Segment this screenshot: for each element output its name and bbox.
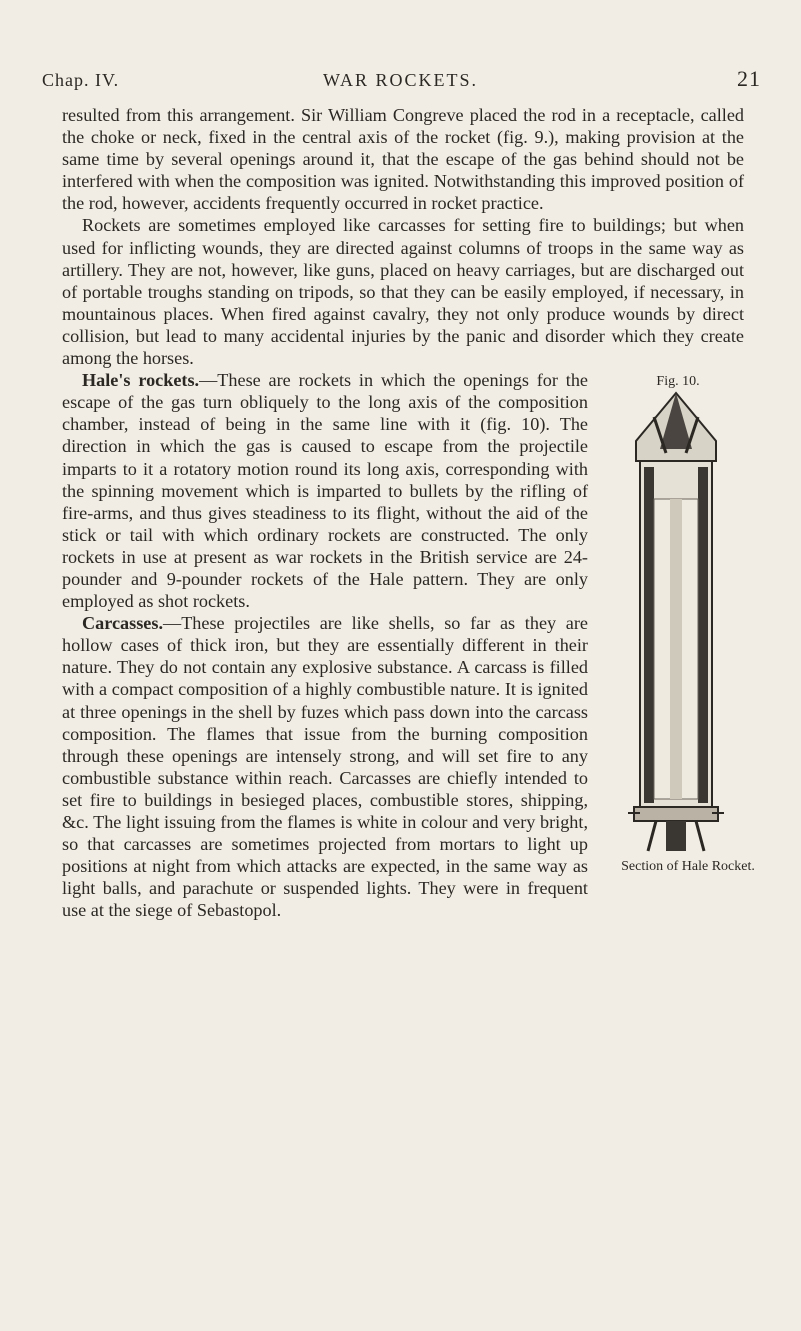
paragraph-text: —These projectiles are like shells, so far as they are hollow cases of thick iron, but they are essentially different in their nature. They do not contain any explosive substance. A carcass is filled with a compact composition of a highly combustible nature. It is ignited at three openings in the shell by fuzes which pass down into the carcass composition. The flames that issue from the burning composition through these openings are intensely strong, and will set fire to any combustible substance within reach. Carcasses are chiefly intended to set fire to buildings in besieged places, combustible stores, shipping, &c. The light issuing from the flames is white in colour and very bright, so that carcasses are sometimes projected from mortars to light up positions at night from which attacks are expected, in the same way as light balls, and parachute or suspended lights. They were in frequent use at the siege of Sebastopol. <box>62 613 588 921</box>
chapter-heading: Chap. IV. <box>42 70 120 90</box>
page-number: 21 <box>737 66 761 91</box>
section-heading: Carcasses. <box>82 613 163 634</box>
figure-hale-rocket <box>600 369 756 909</box>
paragraph: resulted from this arrangement. Sir William Congreve placed the rod in a receptacle, called the choke or neck, fixed in the central axis of the rocket (fig. 9.), making provision at the same time by several openings around it, that the escape of the gas behind should not be interfered with when the composition was ignited. Notwithstanding this improved position of the rod, however, accidents frequently occurred in rocket practice. <box>62 105 744 214</box>
body-text <box>62 104 755 921</box>
paragraph: Rockets are sometimes employed like carcasses for setting fire to buildings; but when used for inflicting wounds, they are directed against columns of troops in the same way as artillery. They are not, however, like guns, placed on heavy carriages, but are discharged out of portable troughs standing on tripods, so that they can be easily employed, if necessary, in mountainous places. When fired against cavalry, they not only produce wounds by direct collision, but lead to many accidental injuries by the panic and disorder which they create among the horses. <box>62 215 744 369</box>
rocket-section-drawing <box>626 389 726 857</box>
figure-label: Fig. 10. <box>656 374 700 390</box>
section-heading: Hale's rockets. <box>82 370 200 391</box>
figure-caption: Section of Hale Rocket. <box>621 859 755 875</box>
running-title: WAR ROCKETS. <box>322 70 478 90</box>
paragraph-text: —These are rockets in which the openings for the escape of the gas turn obliquely to the long axis of the composition chamber, instead of being in the same line with it (fig. 10). The direction in which the gas is caused to escape from the projectile imparts to it a rotatory motion round its long axis, corresponding with the spinning movement which is imparted to bullets by the rifling of fire-arms, and thus gives steadiness to its flight, without the aid of the stick or tail with which ordinary rockets are constructed. The only rockets in use at present as war rockets in the British service are 24-pounder and 9-pounder rockets of the Hale pattern. They are only employed as shot rockets. <box>62 370 588 612</box>
